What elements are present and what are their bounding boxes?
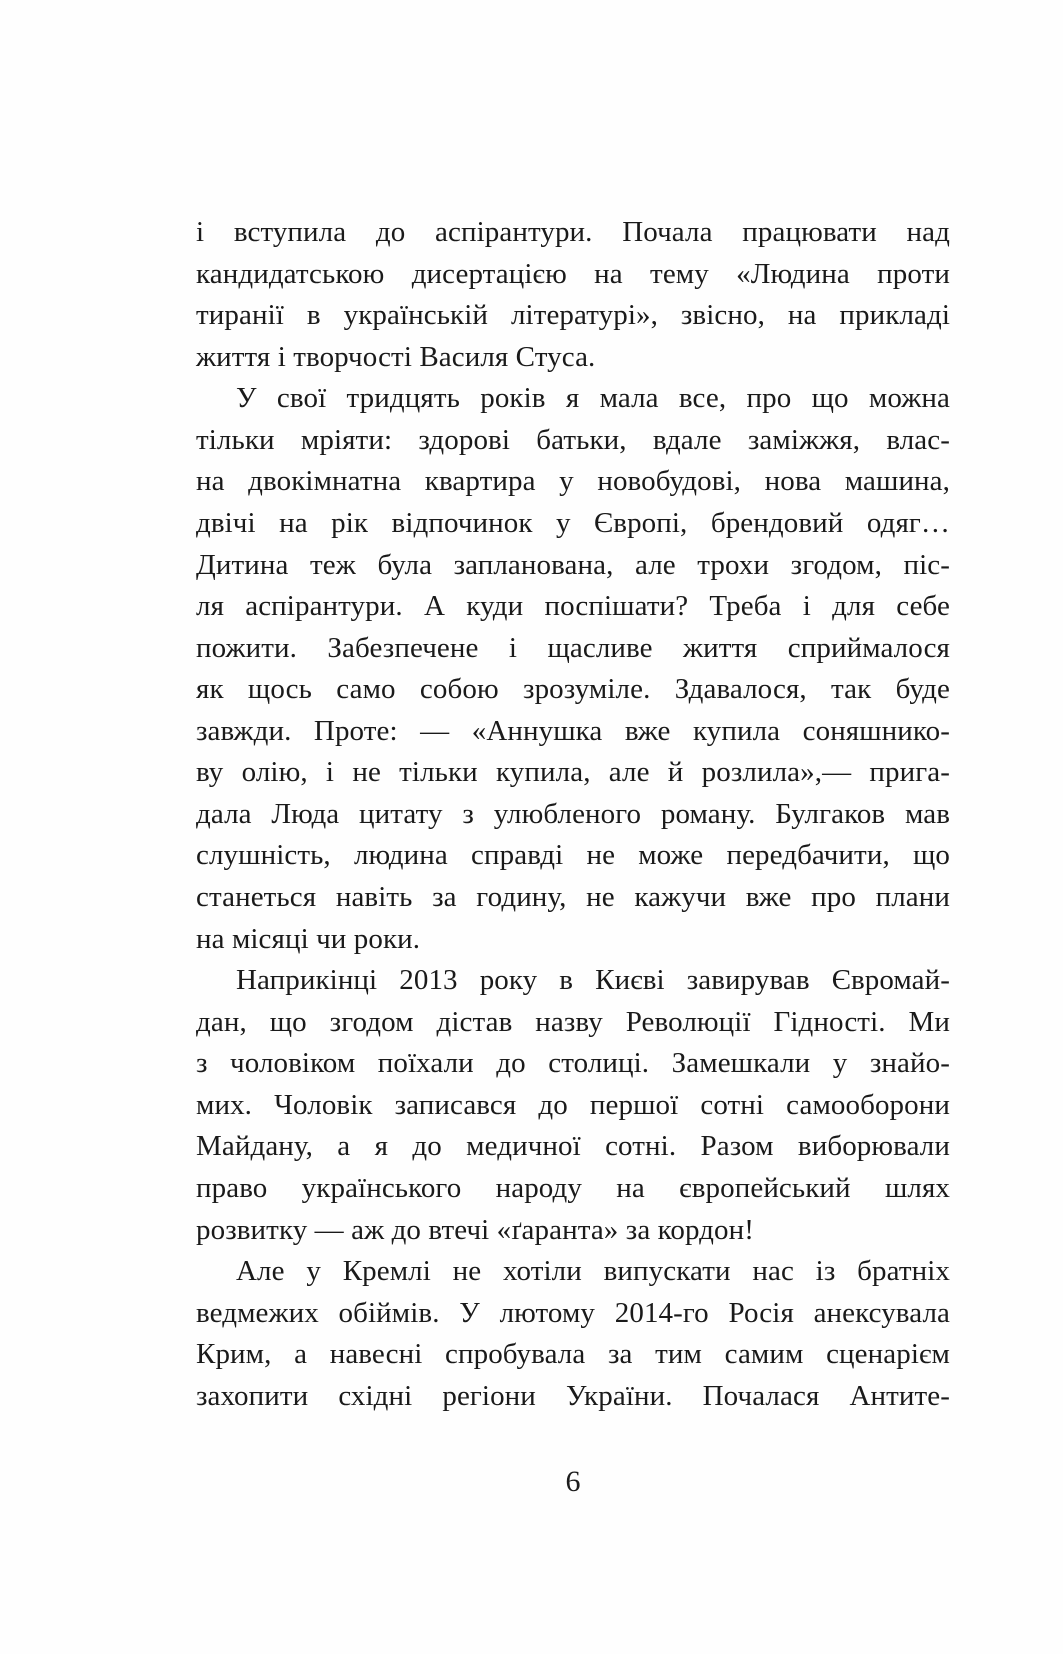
text-line: право українського народу на європейський шлях: [196, 1171, 950, 1204]
text-line: ля аспірантури. А куди поспішати? Треба і для себе: [196, 590, 950, 623]
text-line: ведмежих обіймів. У лютому 2014-го Росія анексувала: [196, 1296, 950, 1329]
text-line: пожити. Забезпечене і щасливе життя сприймалося: [196, 631, 950, 664]
text-line: слушність, людина справді не може передбачити, що: [196, 839, 950, 872]
text-line: дан, що згодом дістав назву Революції Гідності. Ми: [196, 1005, 950, 1038]
text-line: життя і творчості Василя Стуса.: [196, 340, 596, 373]
text-line: з чоловіком поїхали до столиці. Замешкали у знайо-: [196, 1047, 950, 1080]
text-line: розвитку — аж до втечі «ґаранта» за кордон!: [196, 1213, 755, 1246]
paragraph: [196, 378, 950, 960]
paragraph: [196, 212, 950, 378]
paragraph: [196, 1251, 950, 1417]
text-line: Майдану, а я до медичної сотні. Разом виборювали: [196, 1130, 950, 1163]
text-line: станеться навіть за годину, не кажучи вже про плани: [196, 881, 950, 913]
text-line: на місяці чи роки.: [196, 922, 421, 955]
text-line: Наприкінці 2013 року в Києві завирував Євромай-: [236, 964, 950, 997]
page-number: 6: [565, 1465, 581, 1498]
paragraph: [196, 960, 950, 1251]
text-line: У свої тридцять років я мала все, про що можна: [236, 382, 950, 415]
text-line: Але у Кремлі не хотіли випускати нас із братніх: [236, 1255, 950, 1288]
text-line: тільки мріяти: здорові батьки, вдале заміжжя, влас-: [196, 423, 950, 456]
text-line: кандидатською дисертацією на тему «Людина проти: [196, 257, 950, 290]
text-line: ву олію, і не тільки купила, але й розлила»,— прига-: [196, 756, 950, 789]
text-line: захопити східні регіони України. Почалася Антите-: [196, 1379, 950, 1412]
text-line: і вступила до аспірантури. Почала працювати над: [196, 216, 950, 248]
text-line: Дитина теж була запланована, але трохи згодом, піс-: [196, 548, 950, 581]
text-line: мих. Чоловік записався до першої сотні самооборони: [196, 1088, 950, 1121]
text-line: Крим, а навесні спробувала за тим самим сценарієм: [196, 1338, 950, 1371]
page-text-block: [196, 212, 950, 1417]
text-line: двічі на рік відпочинок у Європі, брендовий одяг…: [196, 506, 950, 539]
text-line: як щось само собою зрозуміле. Здавалося, так буде: [196, 673, 950, 706]
text-line: на двокімнатна квартира у новобудові, нова машина,: [196, 465, 950, 498]
text-line: дала Люда цитату з улюбленого роману. Булгаков мав: [196, 797, 950, 830]
text-line: завжди. Проте: — «Аннушка вже купила соняшнико-: [196, 714, 950, 747]
text-line: тиранії в українській літературі», звісно, на прикладі: [196, 299, 950, 332]
